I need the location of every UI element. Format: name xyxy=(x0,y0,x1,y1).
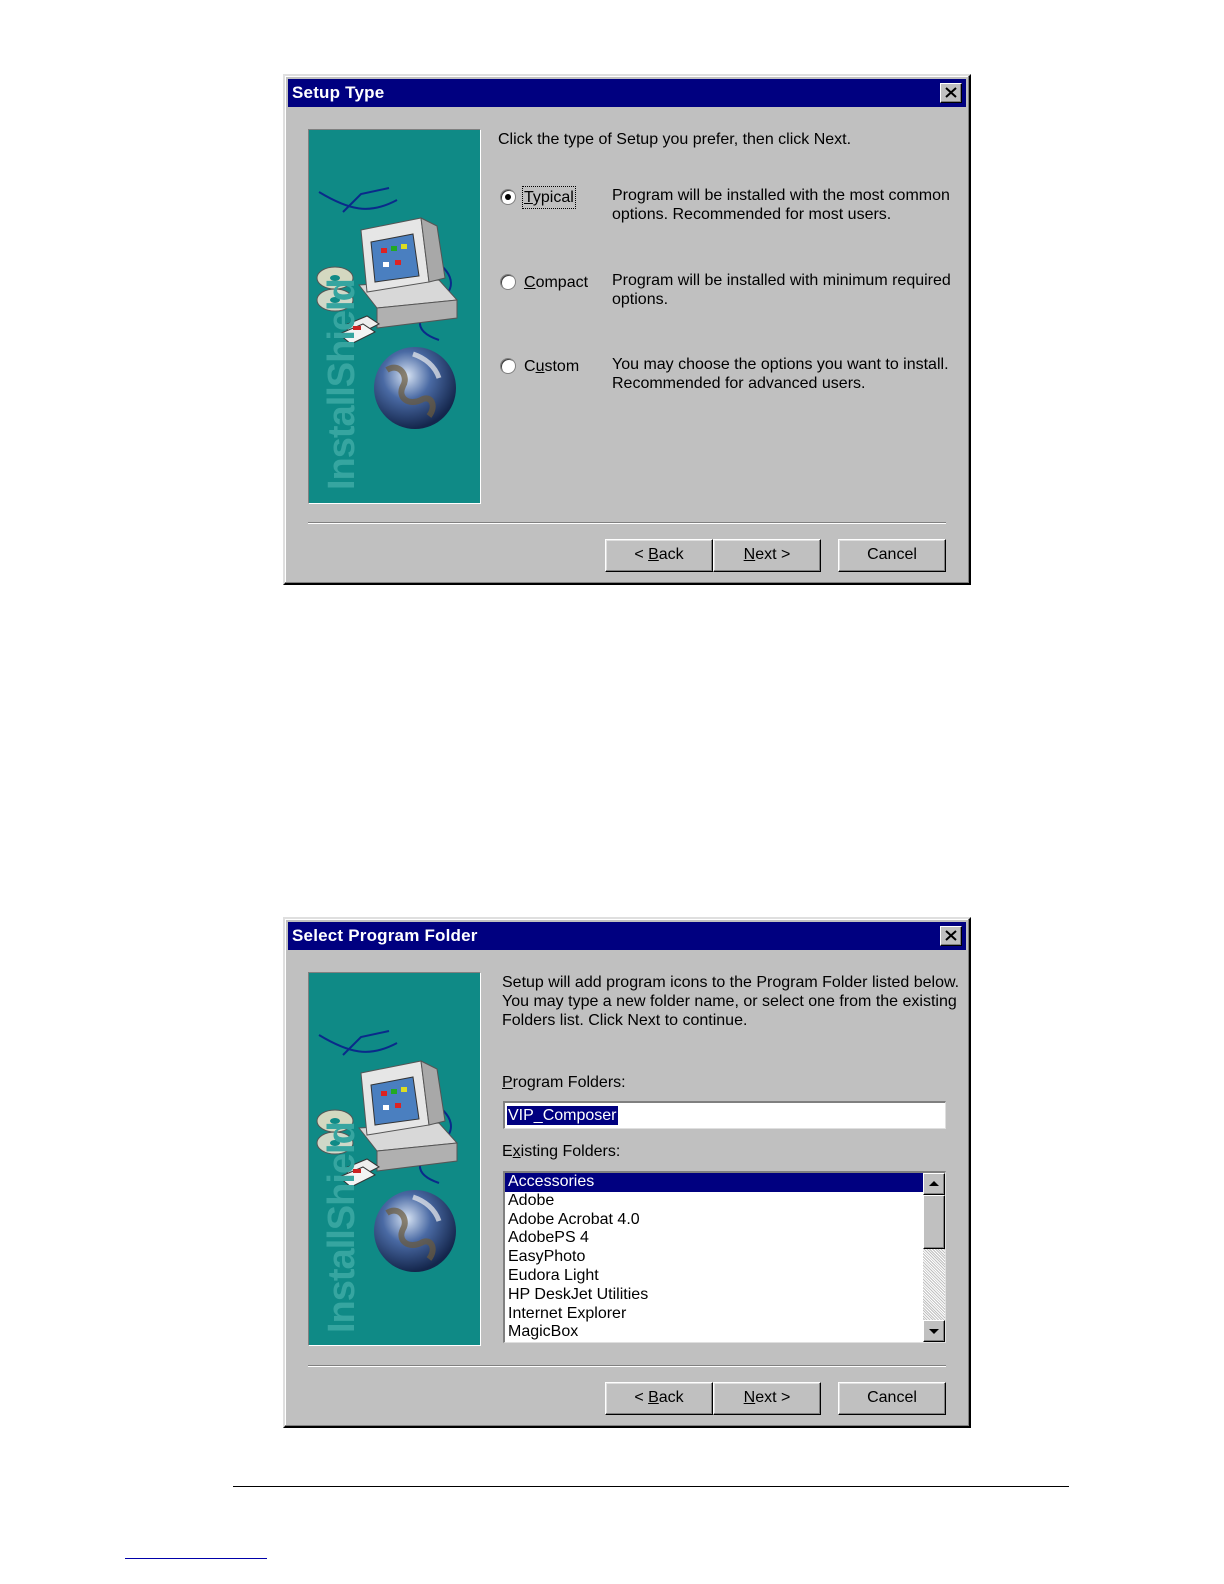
next-button[interactable]: Next > xyxy=(713,539,821,572)
title-bar[interactable] xyxy=(288,922,966,950)
list-item[interactable]: Internet Explorer xyxy=(508,1304,627,1322)
back-button[interactable]: < Back xyxy=(605,539,713,572)
compact-radio[interactable] xyxy=(500,274,516,290)
close-button[interactable] xyxy=(940,926,962,946)
program-folder-input[interactable] xyxy=(503,1101,946,1129)
list-item[interactable]: Adobe Acrobat 4.0 xyxy=(508,1210,640,1228)
typical-description: Program will be installed with the most common options. Recommended for most users. xyxy=(612,187,950,223)
arrow-down-icon xyxy=(924,1321,944,1341)
close-button[interactable] xyxy=(940,83,962,103)
existing-folders-list[interactable] xyxy=(503,1171,946,1343)
typical-label[interactable]: Typical xyxy=(524,189,574,206)
cancel-button[interactable]: Cancel xyxy=(838,539,946,572)
program-folders-label: Program Folders: xyxy=(502,1074,626,1091)
typical-radio[interactable] xyxy=(500,189,516,205)
instruction-text: Setup will add program icons to the Program Folder listed below. You may type a new folder name, or select one from the existing Folders list. Click Next to continue. xyxy=(502,974,960,1029)
globe-icon xyxy=(374,1190,456,1272)
dialog-title: Select Program Folder xyxy=(292,926,478,945)
globe-icon xyxy=(374,347,456,429)
installshield-logo: InstallShield xyxy=(321,279,363,490)
installshield-banner xyxy=(308,972,481,1346)
existing-folders-label: Existing Folders: xyxy=(502,1143,621,1160)
scroll-thumb[interactable] xyxy=(923,1195,945,1249)
select-program-folder-dialog xyxy=(283,917,971,1428)
footnote-rule xyxy=(125,1558,267,1559)
program-folder-value: VIP_Composer xyxy=(508,1107,617,1124)
installshield-logo: InstallShield xyxy=(321,1122,363,1333)
separator xyxy=(308,522,946,524)
custom-radio[interactable] xyxy=(500,358,516,374)
compact-description: Program will be installed with minimum required options. xyxy=(612,272,951,308)
close-icon xyxy=(945,87,957,98)
cancel-button[interactable]: Cancel xyxy=(838,1382,946,1415)
list-item[interactable]: EasyPhoto xyxy=(508,1248,586,1266)
page-rule xyxy=(233,1486,1069,1487)
back-button[interactable]: < Back xyxy=(605,1382,713,1415)
list-item[interactable]: Adobe xyxy=(508,1191,555,1209)
list-item[interactable]: HP DeskJet Utilities xyxy=(508,1285,649,1303)
compact-label[interactable]: Compact xyxy=(524,274,589,291)
custom-description: You may choose the options you want to install. Recommended for advanced users. xyxy=(612,356,949,392)
scrollbar[interactable] xyxy=(923,1173,945,1342)
arrow-up-icon xyxy=(924,1174,944,1194)
next-button[interactable]: Next > xyxy=(713,1382,821,1415)
instruction-text: Click the type of Setup you prefer, then click Next. xyxy=(498,131,852,148)
list-item[interactable]: Accessories xyxy=(505,1173,923,1192)
title-bar[interactable] xyxy=(288,79,966,107)
custom-label[interactable]: Custom xyxy=(524,358,580,375)
scroll-up-button[interactable] xyxy=(923,1173,945,1195)
scroll-down-button[interactable] xyxy=(923,1320,945,1342)
separator xyxy=(308,1365,946,1367)
list-item[interactable]: Eudora Light xyxy=(508,1266,599,1284)
installshield-banner xyxy=(308,129,481,504)
setup-type-dialog xyxy=(283,74,971,585)
dialog-title: Setup Type xyxy=(292,83,385,102)
list-item[interactable]: AdobePS 4 xyxy=(508,1229,589,1247)
list-item[interactable]: MagicBox xyxy=(508,1323,579,1341)
close-icon xyxy=(945,930,957,941)
